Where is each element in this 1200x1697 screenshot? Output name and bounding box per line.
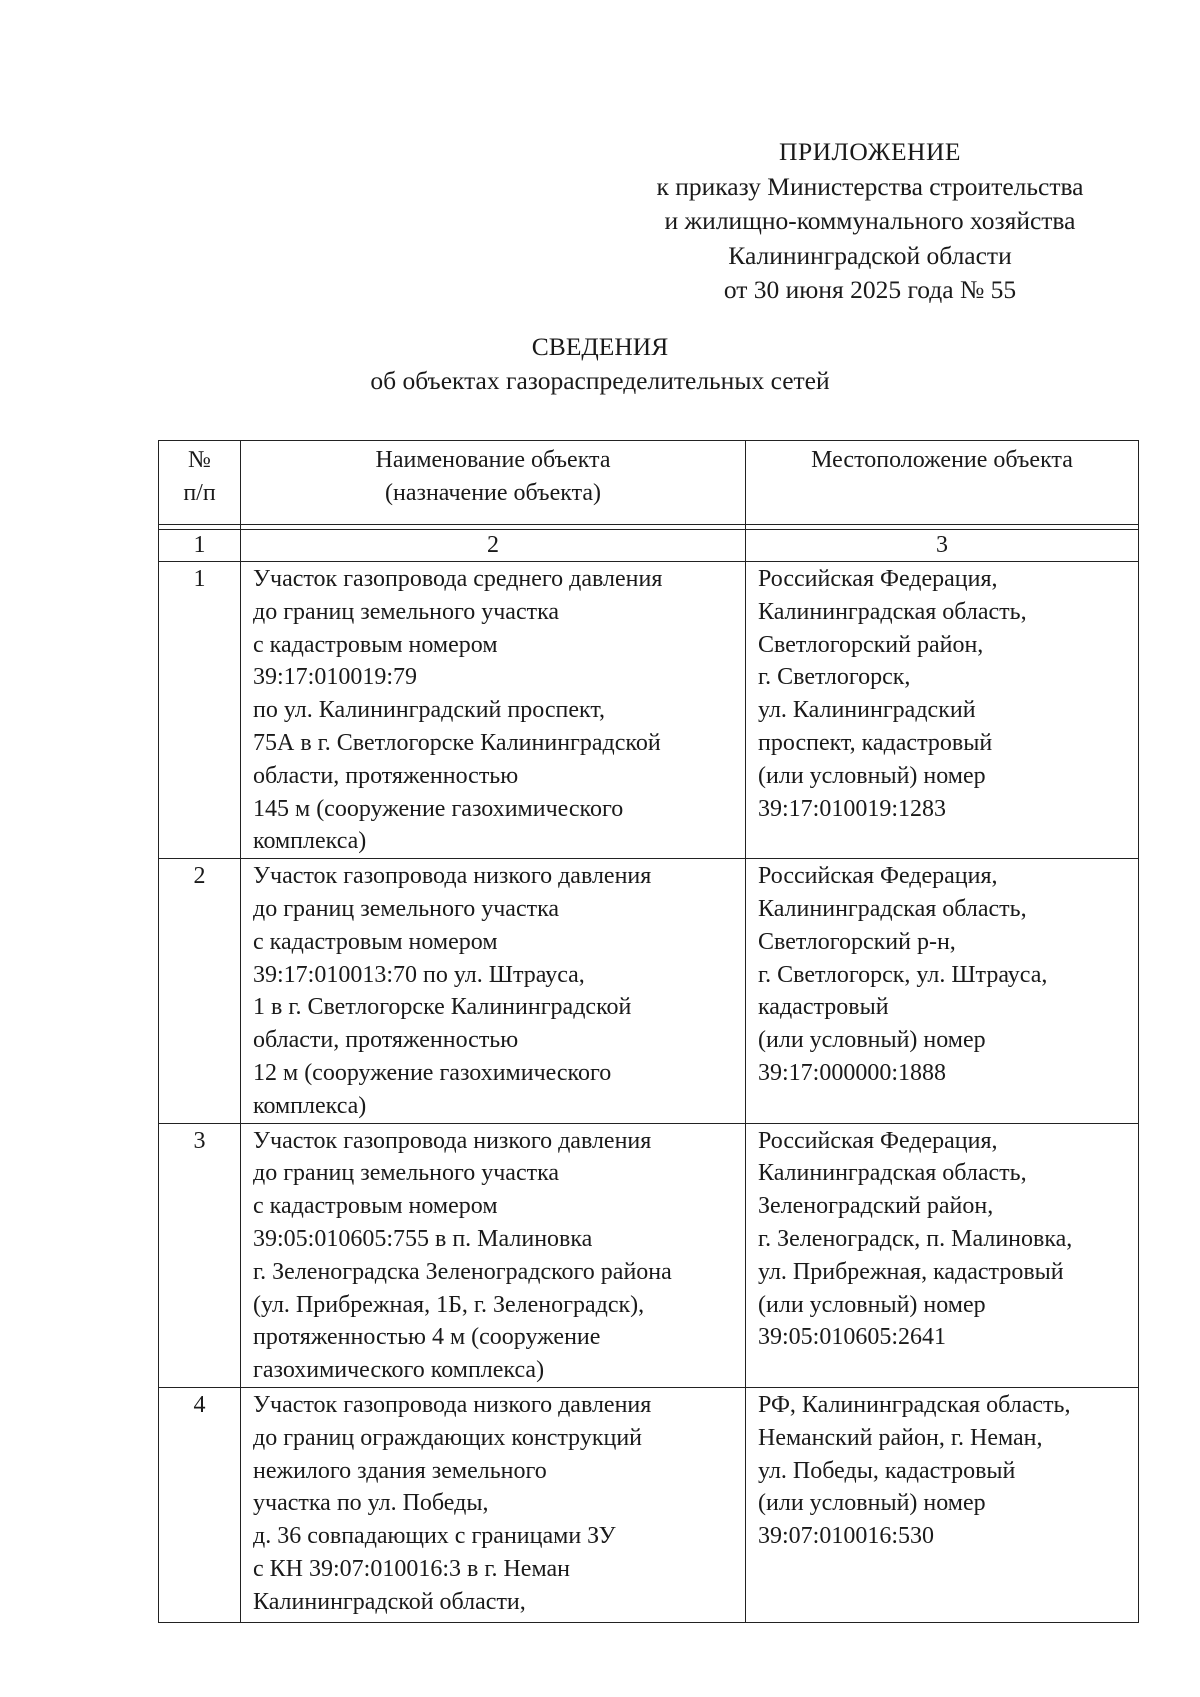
object-location-line: Калининградская область, xyxy=(758,1160,1027,1187)
object-location-line: проспект, кадастровый xyxy=(758,729,993,756)
header-cell-location xyxy=(746,441,1139,525)
appendix-line: от 30 июня 2025 года № 55 xyxy=(723,275,1017,304)
object-name-line: д. 36 совпадающих с границами ЗУ xyxy=(253,1523,616,1550)
object-name-line: с кадастровым номером xyxy=(253,928,498,955)
column-number-cell: 1 xyxy=(159,530,241,562)
header-cell-name xyxy=(241,441,746,525)
object-location-line: 39:17:010019:1283 xyxy=(758,795,947,822)
object-name-line: комплекса) xyxy=(253,828,367,855)
column-number-cell: 3 xyxy=(746,530,1139,562)
header-text: Наименование объекта xyxy=(375,447,611,473)
object-location-cell xyxy=(746,859,1139,1123)
table-row xyxy=(159,859,1139,1123)
object-name-line: 39:17:010019:79 xyxy=(253,664,418,691)
object-name-line: нежилого здания земельного xyxy=(253,1457,547,1484)
object-location-cell xyxy=(746,562,1139,859)
object-location-line: Светлогорский район, xyxy=(758,631,984,658)
object-name-cell xyxy=(241,562,746,859)
object-name-line: 1 в г. Светлогорске Калининградской xyxy=(253,994,632,1021)
table-header-row xyxy=(159,441,1139,525)
object-name-cell xyxy=(241,1387,746,1622)
object-name-line: 145 м (сооружение газохимического xyxy=(253,795,624,822)
object-name-line: 39:17:010013:70 по ул. Штрауса, xyxy=(253,961,585,988)
object-name-line: Участок газопровода низкого давления xyxy=(253,1127,652,1154)
row-number-cell: 2 xyxy=(159,859,241,1123)
object-name-line: 12 м (сооружение газохимического xyxy=(253,1059,612,1086)
object-location-line: 39:05:010605:2641 xyxy=(758,1324,947,1351)
object-name-line: с кадастровым номером xyxy=(253,631,498,658)
appendix-title: ПРИЛОЖЕНИЕ xyxy=(779,137,961,166)
object-location-line: г. Светлогорск, ул. Штрауса, xyxy=(758,961,1048,988)
appendix-line: к приказу Министерства строительства xyxy=(656,171,1084,201)
object-location-line: 39:17:000000:1888 xyxy=(758,1059,947,1086)
appendix-block xyxy=(600,135,1140,308)
object-name-line: протяженностью 4 м (сооружение xyxy=(253,1324,601,1351)
document-heading xyxy=(0,330,1200,398)
object-name-line: до границ ограждающих конструкций xyxy=(253,1424,643,1451)
object-location-line: (или условный) номер xyxy=(758,1490,986,1517)
document-title: СВЕДЕНИЯ xyxy=(531,332,669,361)
object-name-line: до границ земельного участка xyxy=(253,598,560,625)
row-number-cell: 3 xyxy=(159,1123,241,1387)
object-name-line: до границ земельного участка xyxy=(253,895,560,922)
object-location-line: (или условный) номер xyxy=(758,1027,986,1054)
object-name-line: газохимического комплекса) xyxy=(253,1357,545,1384)
object-location-line: Неманский район, г. Неман, xyxy=(758,1424,1043,1451)
object-name-line: с кадастровым номером xyxy=(253,1193,498,1220)
object-location-line: Российская Федерация, xyxy=(758,863,998,890)
object-name-line: по ул. Калининградский проспект, xyxy=(253,697,605,724)
header-text: (назначение объекта) xyxy=(384,479,601,506)
object-name-cell xyxy=(241,859,746,1123)
object-location-line: кадастровый xyxy=(758,994,889,1021)
object-location-line: Российская Федерация, xyxy=(758,1127,998,1154)
object-name-cell xyxy=(241,1123,746,1387)
header-cell-number xyxy=(159,441,241,525)
object-location-line: Светлогорский р-н, xyxy=(758,928,956,955)
table-row xyxy=(159,1387,1139,1622)
object-location-line: РФ, Калининградская область, xyxy=(758,1391,1071,1418)
header-text: № xyxy=(188,447,211,473)
object-location-line: Калининградская область, xyxy=(758,895,1027,922)
object-name-line: с КН 39:07:010016:3 в г. Неман xyxy=(253,1555,570,1582)
objects-table xyxy=(158,440,1139,1623)
object-location-line: Российская Федерация, xyxy=(758,566,998,592)
objects-table-wrapper xyxy=(158,440,1138,1623)
object-location-line: ул. Прибрежная, кадастровый xyxy=(758,1258,1064,1285)
object-location-line: Калининградская область, xyxy=(758,598,1027,625)
document-subtitle: об объектах газораспределительных сетей xyxy=(370,366,830,395)
object-location-line: 39:07:010016:530 xyxy=(758,1523,935,1550)
object-location-line: Зеленоградский район, xyxy=(758,1193,994,1220)
row-number-cell: 4 xyxy=(159,1387,241,1622)
appendix-line: и жилищно-коммунального хозяйства xyxy=(664,206,1076,235)
object-name-line: Участок газопровода низкого давления xyxy=(253,863,652,890)
header-text: Местоположение объекта xyxy=(811,447,1073,473)
object-location-cell xyxy=(746,1123,1139,1387)
object-name-line: до границ земельного участка xyxy=(253,1160,560,1187)
object-location-line: (или условный) номер xyxy=(758,762,986,789)
appendix-line: Калининградской области xyxy=(728,240,1012,270)
object-name-line: 39:05:010605:755 в п. Малиновка xyxy=(253,1225,593,1252)
object-name-line: области, протяженностью xyxy=(253,762,519,789)
table-row xyxy=(159,562,1139,859)
object-location-line: ул. Победы, кадастровый xyxy=(758,1457,1016,1484)
column-number-cell: 2 xyxy=(241,530,746,562)
object-location-line: ул. Калининградский xyxy=(758,697,976,724)
column-number-row xyxy=(159,530,1139,562)
table-row xyxy=(159,1123,1139,1387)
object-name-line: 75А в г. Светлогорске Калининградской xyxy=(253,729,661,756)
object-location-line: (или условный) номер xyxy=(758,1291,986,1318)
object-location-cell xyxy=(746,1387,1139,1622)
row-number-cell: 1 xyxy=(159,562,241,859)
object-location-line: г. Зеленоградск, п. Малиновка, xyxy=(758,1225,1073,1252)
object-location-line: г. Светлогорск, xyxy=(758,664,911,691)
object-name-line: г. Зеленоградска Зеленоградского района xyxy=(253,1258,672,1285)
object-name-line: Участок газопровода среднего давления xyxy=(253,566,663,592)
object-name-line: Калининградской области, xyxy=(253,1588,526,1615)
object-name-line: области, протяженностью xyxy=(253,1027,519,1054)
object-name-line: (ул. Прибрежная, 1Б, г. Зеленоградск), xyxy=(253,1291,645,1318)
object-name-line: участка по ул. Победы, xyxy=(253,1490,489,1517)
header-text: п/п xyxy=(183,479,216,506)
object-name-line: комплекса) xyxy=(253,1092,367,1119)
object-name-line: Участок газопровода низкого давления xyxy=(253,1391,652,1418)
